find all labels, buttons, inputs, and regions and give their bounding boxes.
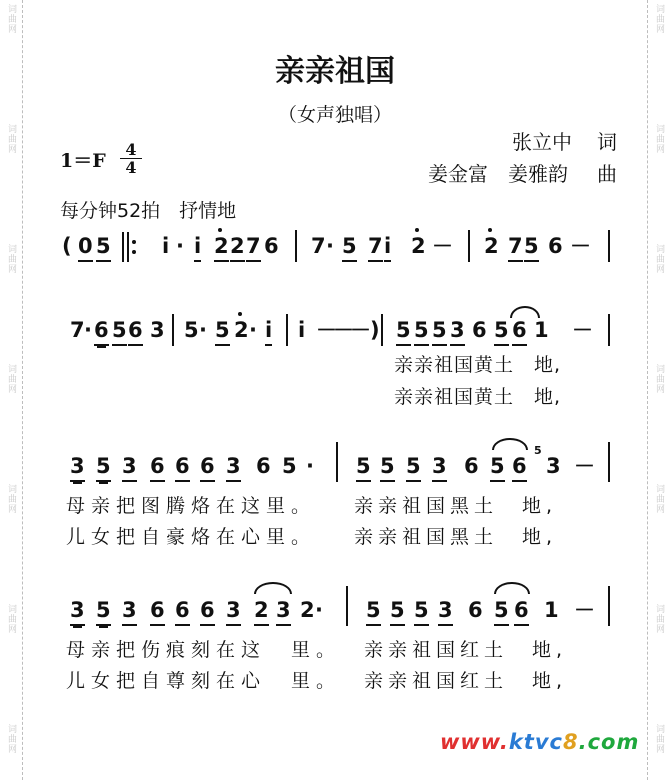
note: 7 [311,234,326,258]
note: 5 [524,232,539,262]
note: 1 [544,598,559,622]
watermark-text: 词曲网 [6,484,16,514]
note: 3 [122,452,137,482]
dash: － [574,598,595,622]
dash: － [574,454,595,478]
note: 6 [175,452,190,482]
repeat-barline [122,232,124,262]
note: 5 [96,596,111,626]
note: 0 [78,232,93,262]
composer-role: 曲 [597,162,617,186]
note: 2 [411,234,426,258]
note: 6 [464,454,479,478]
repeat-barline [127,232,129,262]
barline [608,230,610,262]
note: 2 [300,598,315,622]
note: 5 [494,596,509,626]
note: 6 [200,596,215,626]
note: 5 [380,452,395,482]
note: 5 [414,316,429,346]
note: 5 [414,596,429,626]
note: 3 [226,452,241,482]
time-signature [120,141,142,176]
lyric-line: 母亲把图腾烙在这里。 [66,495,317,517]
watermark-text: 词曲网 [6,244,16,274]
tempo-marking: 每分钟52拍 抒情地 [60,200,237,222]
score-line-1 [0,232,670,272]
note: 5 [112,316,127,346]
repeat-dot [132,250,136,254]
website-part: .com [578,730,640,754]
barline [346,586,348,626]
note: 5 [356,452,371,482]
note: 3 [226,596,241,626]
note: 3 [432,452,447,482]
barline [468,230,470,262]
note: 2 [234,318,249,342]
lyric-line: 亲亲祖国红土 地, [364,670,568,692]
note: i [162,234,170,258]
note: · [326,234,334,258]
website-part: ktvc [508,730,563,754]
note: 5 [96,232,111,262]
note: 6 [264,234,279,258]
barline [608,586,610,626]
note: i [194,232,201,262]
watermark-text: 词曲网 [654,364,664,394]
note: · [199,318,207,342]
note: ) [370,318,380,342]
note: 5 [215,316,230,346]
high-octave-dot [488,228,492,232]
lyric-line: 亲亲祖国黑土 地, [354,495,558,517]
note: 5 [366,596,381,626]
note: i [298,318,306,342]
note: 7 [70,318,85,342]
note: ( [62,234,72,258]
barline [295,230,297,262]
dash: － [333,318,354,342]
note: 2 [484,234,499,258]
note: 5 [282,454,297,478]
watermark-text: 词曲网 [654,604,664,634]
watermark-text: 词曲网 [6,124,16,154]
website-watermark [440,730,639,754]
lyricist-name: 张立中 [512,130,572,154]
website-part: www. [440,730,509,754]
note: 5 [96,452,111,482]
watermark-text: 词曲网 [654,484,664,514]
note: 6 [128,316,143,346]
note: · [84,318,92,342]
note: 2 [230,232,245,262]
watermark-text: 词曲网 [654,724,664,754]
note: 6 [256,454,271,478]
lyric-line: 亲亲祖国黄土 地, [394,354,562,376]
note: 5 [406,452,421,482]
note: 6 [514,596,529,626]
note: 7 [368,232,383,262]
score-line-3 [0,444,670,492]
note: · [176,234,184,258]
dash: － [350,318,371,342]
note: 5 [396,316,411,346]
repeat-dot [132,240,136,244]
note: 6 [468,598,483,622]
watermark-text: 词曲网 [6,4,16,34]
score-line-2 [0,316,670,356]
note: i [384,232,391,262]
note: 3 [122,596,137,626]
slur [492,438,528,450]
note: 7 [246,232,261,262]
watermark-text: 词曲网 [6,604,16,634]
note: · [249,318,257,342]
dash: － [570,234,591,258]
grace-note: 5 [534,444,542,457]
song-subtitle: （女声独唱） [277,104,392,126]
note: i [265,316,272,346]
note: 6 [548,234,563,258]
note: 7 [508,232,523,262]
lyric-line: 母亲把伤痕刻在这 里。 [66,639,342,661]
note: 3 [546,454,561,478]
lyric-line: 儿女把自豪烙在心里。 [66,526,317,548]
watermark-text: 词曲网 [6,364,16,394]
note: 6 [150,452,165,482]
high-octave-dot [415,228,419,232]
barline [381,314,383,346]
lyricist-role: 词 [597,130,617,154]
website-part: 8 [563,730,579,754]
note: 5 [494,316,509,346]
note: 3 [70,596,85,626]
composer-names: 姜金富 姜雅韵 [428,162,568,186]
note: 5 [390,596,405,626]
note: 3 [276,596,291,626]
high-octave-dot [218,228,222,232]
lyric-line: 亲亲祖国黄土 地, [394,386,562,408]
dash: － [316,318,337,342]
note: 6 [200,452,215,482]
watermark-text: 词曲网 [654,244,664,274]
note: 2 [214,232,229,262]
watermark-text: 词曲网 [6,724,16,754]
watermark-text: 词曲网 [654,4,664,34]
lyric-line: 儿女把自尊刻在心 里。 [66,670,342,692]
note: 6 [512,452,527,482]
song-title: 亲亲祖国 [275,54,395,89]
score-line-4 [0,596,670,636]
barline [286,314,288,346]
barline [172,314,174,346]
note: 5 [432,316,447,346]
note: 6 [472,318,487,342]
slur [254,582,292,594]
dot: · [306,454,314,478]
note: 3 [438,596,453,626]
note: 6 [150,596,165,626]
note: 5 [342,232,357,262]
note: 6 [94,316,109,346]
barline [608,442,610,482]
note: 3 [450,316,465,346]
dot: · [315,598,323,622]
watermark-text: 词曲网 [654,124,664,154]
barline [608,314,610,346]
slur [494,582,530,594]
note: 3 [150,318,165,342]
note: 6 [175,596,190,626]
key-signature: 1＝F [60,150,106,172]
note: 6 [512,316,527,346]
dash: － [432,234,453,258]
barline [336,442,338,482]
high-octave-dot [238,312,242,316]
note: 3 [70,452,85,482]
lyric-line: 亲亲祖国红土 地, [364,639,568,661]
note: 5 [490,452,505,482]
lyric-line: 亲亲祖国黑土 地, [354,526,558,548]
time-signature-bottom: 4 [120,158,142,176]
note: 2 [254,596,269,626]
note: 1 [534,318,549,342]
note: 5 [184,318,199,342]
dash: － [572,318,593,342]
time-signature-top: 4 [125,140,137,159]
